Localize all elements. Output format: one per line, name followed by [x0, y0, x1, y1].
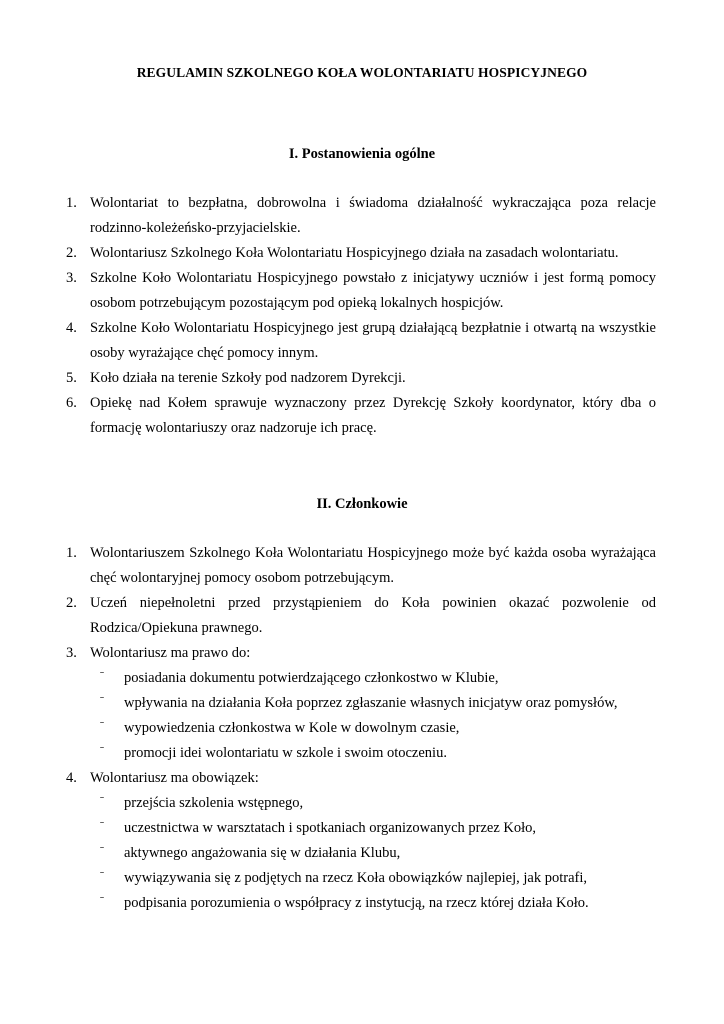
dash-bullet-icon: ˉ	[100, 793, 104, 807]
sub-item-text: podpisania porozumienia o współpracy z instytucją, na rzecz której działa Koło.	[124, 895, 589, 911]
item-number: 3.	[66, 645, 77, 661]
list-item	[66, 391, 656, 441]
item-number: 4.	[66, 320, 77, 336]
sub-item-text: wpływania na działania Koła poprzez zgłaszanie własnych inicjatyw oraz pomysłów,	[124, 695, 618, 711]
list-item	[66, 766, 656, 916]
dash-bullet-icon: ˉ	[100, 843, 104, 857]
item-number: 5.	[66, 370, 77, 386]
item-number: 2.	[66, 245, 77, 261]
dash-bullet-icon: ˉ	[100, 818, 104, 832]
sub-list-item	[90, 716, 656, 741]
sub-item-text: promocji idei wolontariatu w szkole i swoim otoczeniu.	[124, 745, 447, 761]
list-item	[66, 366, 656, 391]
rights-sublist	[90, 666, 656, 766]
item-text: Koło działa na terenie Szkoły pod nadzorem Dyrekcji.	[90, 370, 406, 386]
sub-list-item	[90, 816, 656, 841]
sub-list-item	[90, 866, 656, 891]
members-list	[66, 541, 656, 916]
document-title: REGULAMIN SZKOLNEGO KOŁA WOLONTARIATU HOSPICYJNEGO	[136, 65, 588, 80]
item-text: Szkolne Koło Wolontariatu Hospicyjnego powstało z inicjatywy uczniów i jest formą pomocy osobom potrzebującym pozostającym pod opieką lokalnych hospicjów.	[90, 270, 656, 311]
sub-item-text: wypowiedzenia członkostwa w Kole w dowolnym czasie,	[124, 720, 460, 736]
item-text: Wolontariusz Szkolnego Koła Wolontariatu Hospicyjnego działa na zasadach wolontariatu.	[90, 245, 619, 261]
list-item	[66, 241, 656, 266]
dash-bullet-icon: ˉ	[100, 668, 104, 682]
sub-item-text: posiadania dokumentu potwierdzającego członkostwo w Klubie,	[124, 670, 499, 686]
sub-item-text: uczestnictwa w warsztatach i spotkaniach organizowanych przez Koło,	[124, 820, 537, 836]
dash-bullet-icon: ˉ	[100, 868, 104, 882]
sub-item-text: wywiązywania się z podjętych na rzecz Koła obowiązków najlepiej, jak potrafi,	[124, 870, 588, 886]
item-text: Szkolne Koło Wolontariatu Hospicyjnego jest grupą działającą bezpłatnie i otwartą na wszystkie osoby wyrażające chęć pomocy innym.	[90, 320, 656, 361]
sub-item-text: aktywnego angażowania się w działania Klubu,	[124, 845, 401, 861]
item-text: Wolontariuszem Szkolnego Koła Wolontariatu Hospicyjnego może być każda osoba wyrażająca chęć wolontaryjnej pomocy osobom potrzebującym.	[90, 545, 656, 586]
list-item	[66, 541, 656, 591]
dash-bullet-icon: ˉ	[100, 718, 104, 732]
dash-bullet-icon: ˉ	[100, 743, 104, 757]
sub-list-item	[90, 691, 656, 716]
item-text: Wolontariat to bezpłatna, dobrowolna i świadoma działalność wykraczająca poza relacje rodzinno-koleżeńsko-przyjacielskie.	[90, 195, 656, 236]
dash-bullet-icon: ˉ	[100, 693, 104, 707]
list-item	[66, 316, 656, 366]
item-number: 1.	[66, 195, 77, 211]
section-heading-general: I. Postanowienia ogólne	[288, 146, 436, 162]
item-number: 3.	[66, 270, 77, 286]
dash-bullet-icon: ˉ	[100, 893, 104, 907]
item-number: 6.	[66, 395, 77, 411]
sub-list-item	[90, 891, 656, 916]
section-heading-members: II. Członkowie	[316, 496, 408, 512]
item-number: 1.	[66, 545, 77, 561]
sub-list-item	[90, 666, 656, 691]
list-item	[66, 266, 656, 316]
item-text: Uczeń niepełnoletni przed przystąpieniem do Koła powinien okazać pozwolenie od Rodzica/Opiekuna prawnego.	[90, 595, 656, 636]
item-number: 2.	[66, 595, 77, 611]
sub-item-text: przejścia szkolenia wstępnego,	[124, 795, 304, 811]
item-text: Wolontariusz ma prawo do:	[90, 645, 251, 661]
item-text: Opiekę nad Kołem sprawuje wyznaczony przez Dyrekcję Szkoły koordynator, który dba o formację wolontariuszy oraz nadzoruje ich pracę.	[90, 395, 656, 436]
sub-list-item	[90, 791, 656, 816]
general-provisions-list	[66, 191, 656, 441]
sub-list-item	[90, 841, 656, 866]
sub-list-item	[90, 741, 656, 766]
list-item	[66, 591, 656, 641]
item-text: Wolontariusz ma obowiązek:	[90, 770, 259, 786]
duties-sublist	[90, 791, 656, 916]
item-number: 4.	[66, 770, 77, 786]
list-item	[66, 191, 656, 241]
list-item	[66, 641, 656, 766]
